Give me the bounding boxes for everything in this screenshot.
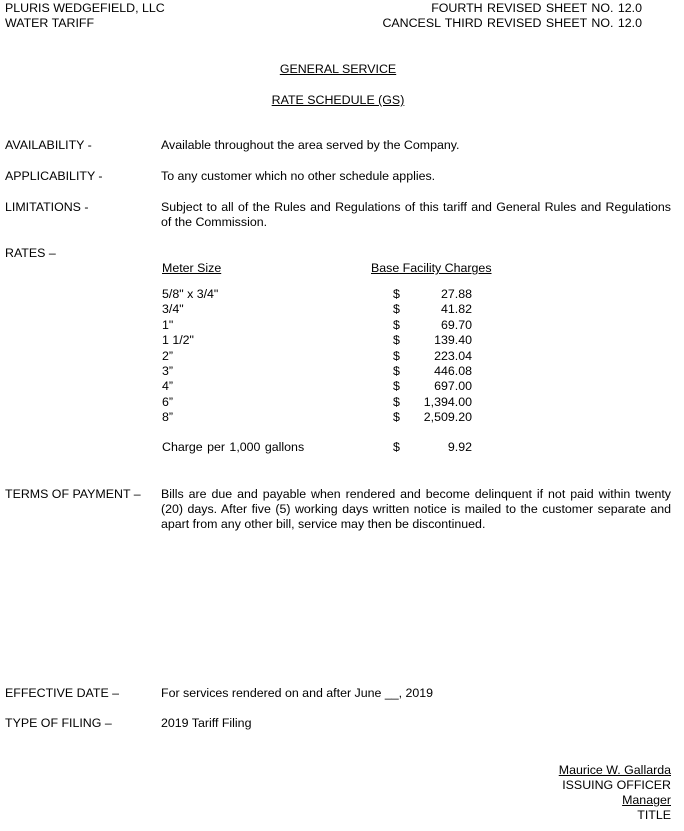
officer-title-caption: TITLE <box>637 808 671 822</box>
applicability-label: APPLICABILITY - <box>5 169 103 183</box>
gallon-charge-amount: 9.92 <box>447 440 472 454</box>
charge-amount-cell: 139.40 <box>434 333 472 347</box>
currency-cell: $ <box>393 395 400 409</box>
gallon-charge-label: Charge per 1,000 gallons <box>162 440 305 454</box>
meter-size-cell: 8” <box>162 410 174 424</box>
availability-text: Available throughout the area served by the Company. <box>161 138 460 152</box>
currency-cell: $ <box>393 349 400 363</box>
filing-type-label: TYPE OF FILING – <box>5 716 112 730</box>
meter-size-header: Meter Size <box>162 261 222 275</box>
charge-amount-cell: 1,394.00 <box>423 395 472 409</box>
meter-size-cell: 1 1/2" <box>162 333 194 347</box>
currency-cell: $ <box>393 318 400 332</box>
officer-title: Manager <box>622 793 671 807</box>
meter-size-cell: 2” <box>162 349 174 363</box>
limitations-text: Subject to all of the Rules and Regulations of this tariff and General Rules and Regulations of the Commission. <box>161 200 671 229</box>
charge-amount-cell: 41.82 <box>440 302 472 316</box>
limitations-label: LIMITATIONS - <box>5 200 89 214</box>
currency-cell: $ <box>393 287 400 301</box>
applicability-text: To any customer which no other schedule applies. <box>161 169 436 183</box>
tariff-type: WATER TARIFF <box>5 16 95 30</box>
availability-label: AVAILABILITY - <box>5 138 92 152</box>
service-title: GENERAL SERVICE <box>279 62 397 76</box>
currency-cell: $ <box>393 379 400 393</box>
currency-cell: $ <box>393 410 400 424</box>
charge-amount-cell: 27.88 <box>440 287 472 301</box>
terms-text: Bills are due and payable when rendered and become delinquent if not paid within twenty (20) days. After five (5) working days written notice is mailed to the customer separate and apart from any other bill, service may then be discontinued. <box>161 487 671 531</box>
charge-amount-cell: 697.00 <box>434 379 472 393</box>
gallon-charge-currency: $ <box>393 440 400 454</box>
rates-label: RATES – <box>5 246 56 260</box>
sheet-number: FOURTH REVISED SHEET NO. 12.0 <box>431 1 642 15</box>
charge-amount-cell: 223.04 <box>434 349 472 363</box>
effective-date-text: For services rendered on and after June __, 2019 <box>161 686 434 700</box>
cancelled-sheet-number: CANCESL THIRD REVISED SHEET NO. 12.0 <box>382 16 642 30</box>
issuing-officer-caption: ISSUING OFFICER <box>562 778 671 792</box>
filing-type-text: 2019 Tariff Filing <box>161 716 252 730</box>
currency-cell: $ <box>393 302 400 316</box>
meter-size-cell: 1" <box>162 318 174 332</box>
currency-cell: $ <box>393 364 400 378</box>
charge-amount-cell: 446.08 <box>434 364 472 378</box>
company-name: PLURIS WEDGEFIELD, LLC <box>5 1 165 15</box>
charge-amount-cell: 69.70 <box>440 318 472 332</box>
meter-size-cell: 3/4" <box>162 302 184 316</box>
charge-amount-cell: 2,509.20 <box>423 410 472 424</box>
terms-label: TERMS OF PAYMENT – <box>5 487 141 501</box>
rate-schedule-title: RATE SCHEDULE (GS) <box>271 93 405 107</box>
meter-size-cell: 5/8" x 3/4" <box>162 287 219 301</box>
meter-size-cell: 3” <box>162 364 174 378</box>
meter-size-cell: 6” <box>162 395 174 409</box>
effective-date-label: EFFECTIVE DATE – <box>5 686 120 700</box>
currency-cell: $ <box>393 333 400 347</box>
base-facility-charges-header: Base Facility Charges <box>371 261 492 275</box>
meter-size-cell: 4” <box>162 379 174 393</box>
issuing-officer-name: Maurice W. Gallarda <box>558 763 671 777</box>
